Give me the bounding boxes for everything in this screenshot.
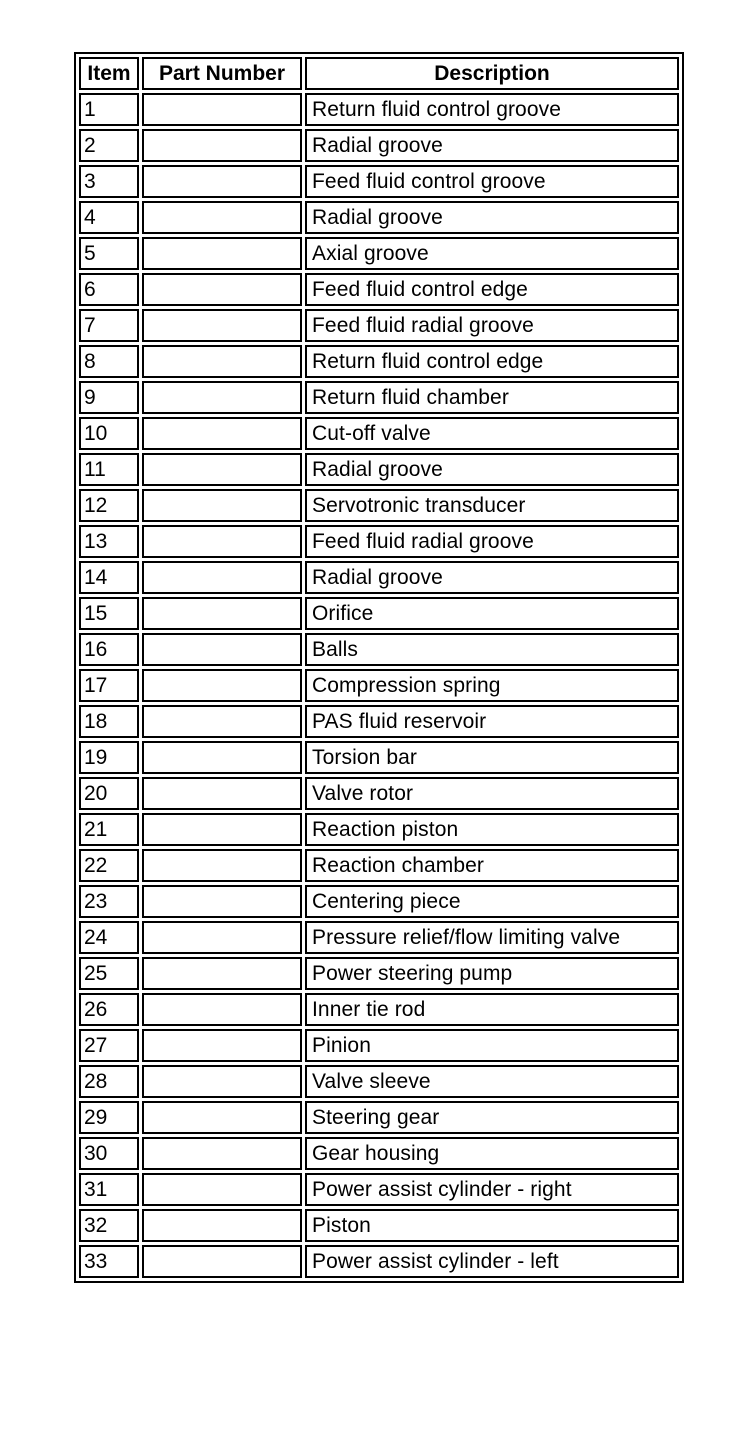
table-row [79,993,679,1026]
part-number-cell [142,417,302,450]
item-number-cell: 8 [79,345,139,378]
table-row [79,489,679,522]
description-cell: Return fluid control groove [305,93,679,126]
table-row [79,381,679,414]
description-cell: Centering piece [305,885,679,918]
part-number-cell [142,561,302,594]
description-cell: Torsion bar [305,741,679,774]
item-number-cell: 19 [79,741,139,774]
description-cell: Pressure relief/flow limiting valve [305,921,679,954]
description-cell: Reaction piston [305,813,679,846]
item-number-cell: 7 [79,309,139,342]
table-row [79,525,679,558]
item-number-cell: 11 [79,453,139,486]
table-row [79,957,679,990]
item-number-cell: 33 [79,1245,139,1278]
table-row [79,273,679,306]
description-cell: Power steering pump [305,957,679,990]
item-number-cell: 10 [79,417,139,450]
part-number-cell [142,1065,302,1098]
item-number-cell: 23 [79,885,139,918]
description-cell: Pinion [305,1029,679,1062]
part-number-cell [142,849,302,882]
table-row [79,885,679,918]
table-row [79,93,679,126]
part-number-cell [142,237,302,270]
item-number-cell: 1 [79,93,139,126]
part-number-cell [142,633,302,666]
table-row [79,453,679,486]
item-number-cell: 9 [79,381,139,414]
table-row [79,777,679,810]
description-cell: Orifice [305,597,679,630]
item-number-cell: 5 [79,237,139,270]
table-row [79,129,679,162]
table-row [79,1137,679,1170]
item-number-cell: 32 [79,1209,139,1242]
item-number-cell: 22 [79,849,139,882]
part-number-cell [142,129,302,162]
part-number-cell [142,93,302,126]
part-number-cell [142,345,302,378]
description-cell: Power assist cylinder - right [305,1173,679,1206]
table-row [79,417,679,450]
item-number-cell: 13 [79,525,139,558]
part-number-cell [142,1137,302,1170]
table-row [79,1245,679,1278]
item-number-cell: 2 [79,129,139,162]
item-number-cell: 21 [79,813,139,846]
table-row [79,237,679,270]
table-row [79,669,679,702]
header-row [79,57,679,90]
part-number-cell [142,993,302,1026]
table-row [79,1029,679,1062]
part-number-cell [142,777,302,810]
description-cell: Feed fluid radial groove [305,525,679,558]
part-number-cell [142,381,302,414]
item-number-cell: 20 [79,777,139,810]
description-cell: Compression spring [305,669,679,702]
part-number-cell [142,1245,302,1278]
part-number-cell [142,813,302,846]
description-cell: Valve rotor [305,777,679,810]
description-cell: Steering gear [305,1101,679,1134]
table-row [79,1209,679,1242]
item-number-cell: 6 [79,273,139,306]
description-cell: Radial groove [305,453,679,486]
table-row [79,633,679,666]
item-number-cell: 14 [79,561,139,594]
item-number-cell: 12 [79,489,139,522]
description-cell: Radial groove [305,129,679,162]
description-cell: Feed fluid radial groove [305,309,679,342]
part-number-cell [142,957,302,990]
part-number-cell [142,525,302,558]
part-number-cell [142,309,302,342]
item-number-cell: 29 [79,1101,139,1134]
item-number-cell: 25 [79,957,139,990]
table-row [79,201,679,234]
part-number-cell [142,1101,302,1134]
part-number-cell [142,165,302,198]
table-row [79,597,679,630]
table-row [79,165,679,198]
description-cell: Inner tie rod [305,993,679,1026]
header-item: Item [79,57,139,90]
table-row [79,921,679,954]
part-number-cell [142,273,302,306]
description-cell: Feed fluid control edge [305,273,679,306]
table-row [79,345,679,378]
description-cell: Servotronic transducer [305,489,679,522]
item-number-cell: 28 [79,1065,139,1098]
description-cell: Valve sleeve [305,1065,679,1098]
description-cell: PAS fluid reservoir [305,705,679,738]
part-number-cell [142,201,302,234]
part-number-cell [142,1173,302,1206]
table-row [79,813,679,846]
description-cell: Power assist cylinder - left [305,1245,679,1278]
description-cell: Balls [305,633,679,666]
table-row [79,1065,679,1098]
table-row [79,1101,679,1134]
part-number-cell [142,1209,302,1242]
description-cell: Return fluid chamber [305,381,679,414]
description-cell: Feed fluid control groove [305,165,679,198]
description-cell: Piston [305,1209,679,1242]
description-cell: Axial groove [305,237,679,270]
description-cell: Radial groove [305,201,679,234]
header-description: Description [305,57,679,90]
part-number-cell [142,597,302,630]
description-cell: Radial groove [305,561,679,594]
part-number-cell [142,921,302,954]
table-row [79,309,679,342]
item-number-cell: 15 [79,597,139,630]
header-part-number: Part Number [142,57,302,90]
part-number-cell [142,1029,302,1062]
part-number-cell [142,741,302,774]
table-body [79,93,679,1278]
table-row [79,705,679,738]
table-row [79,849,679,882]
item-number-cell: 16 [79,633,139,666]
item-number-cell: 26 [79,993,139,1026]
table-row [79,1173,679,1206]
part-number-cell [142,489,302,522]
item-number-cell: 24 [79,921,139,954]
part-number-cell [142,453,302,486]
item-number-cell: 3 [79,165,139,198]
item-number-cell: 31 [79,1173,139,1206]
description-cell: Return fluid control edge [305,345,679,378]
item-number-cell: 4 [79,201,139,234]
part-number-cell [142,885,302,918]
item-number-cell: 18 [79,705,139,738]
parts-table [74,52,684,1283]
item-number-cell: 17 [79,669,139,702]
description-cell: Gear housing [305,1137,679,1170]
item-number-cell: 30 [79,1137,139,1170]
part-number-cell [142,669,302,702]
table-row [79,561,679,594]
table-row [79,741,679,774]
part-number-cell [142,705,302,738]
description-cell: Cut-off valve [305,417,679,450]
description-cell: Reaction chamber [305,849,679,882]
item-number-cell: 27 [79,1029,139,1062]
